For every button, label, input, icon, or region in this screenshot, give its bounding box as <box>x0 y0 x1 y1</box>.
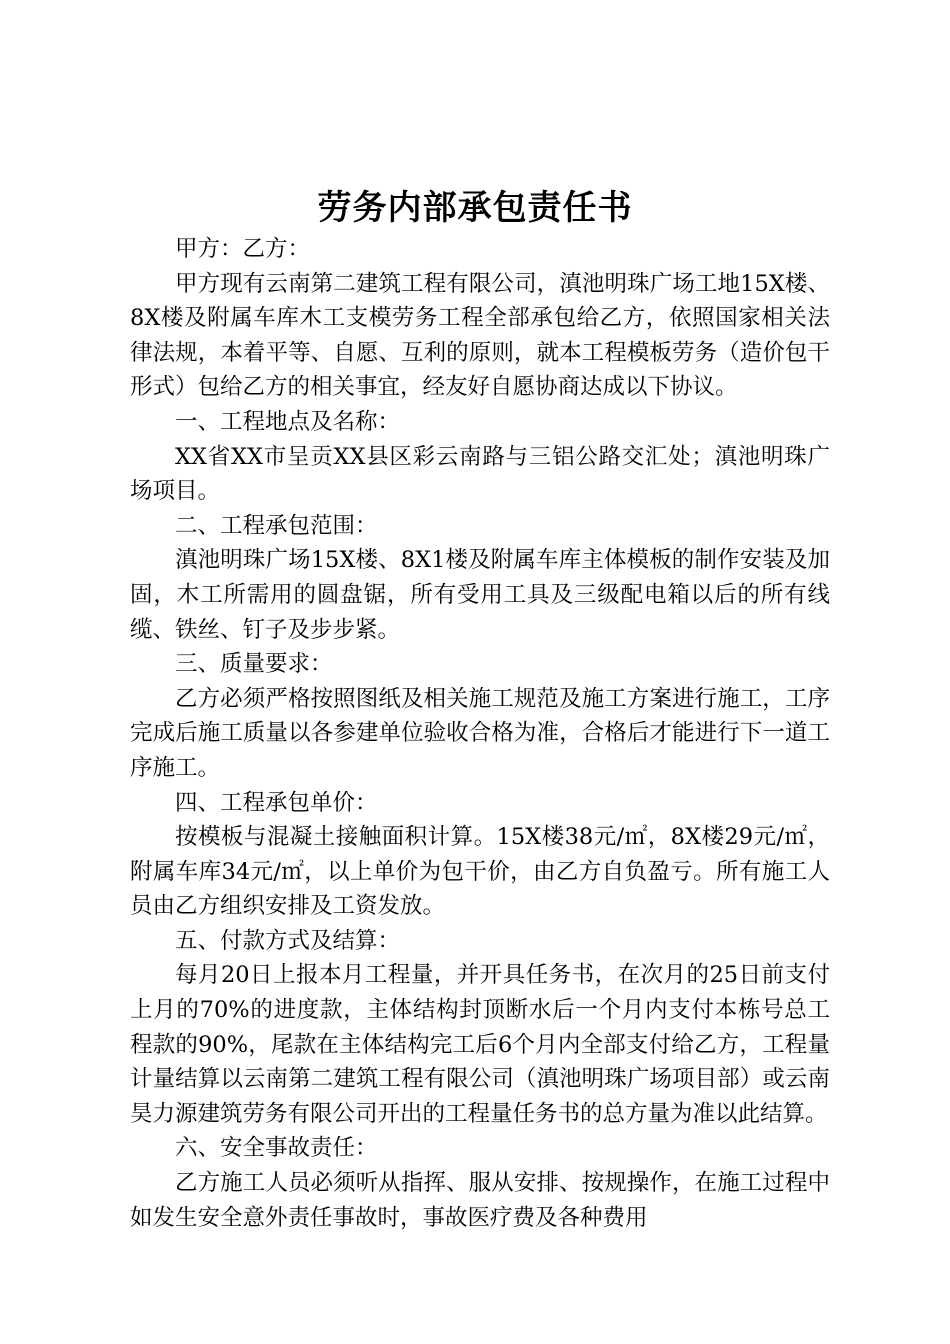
document-title: 劳务内部承包责任书 <box>317 188 633 228</box>
section-heading-payment: 五、付款方式及结算： <box>175 927 401 954</box>
party-line: 甲方：乙方： <box>175 236 311 262</box>
quality-paragraph: 乙方必须严格按照图纸及相关施工规范及施工方案进行施工，工序完成后施工质量以各参建单位验收合格为准，合格后才能进行下一道工序施工。 <box>130 685 830 781</box>
section-heading-safety: 六、安全事故责任： <box>175 1135 378 1162</box>
section-heading-scope: 二、工程承包范围： <box>175 512 378 539</box>
section-heading-unit-price: 四、工程承包单价： <box>175 789 378 816</box>
unit-price-paragraph: 按模板与混凝土接触面积计算。15X楼38元/㎡，8X楼29元/㎡，附属车库34元/㎡，以上单价为包干价，由乙方自负盈亏。所有施工人员由乙方组织安排及工资发放。 <box>130 824 830 920</box>
section-heading-location: 一、工程地点及名称： <box>175 408 401 435</box>
document-body <box>130 232 830 1235</box>
safety-paragraph: 乙方施工人员必须听从指挥、服从安排、按规操作，在施工过程中如发生安全意外责任事故时，事故医疗费及各种费用 <box>130 1170 830 1231</box>
location-paragraph: XX省XX市呈贡XX县区彩云南路与三铝公路交汇处；滇池明珠广场项目。 <box>130 443 830 505</box>
payment-paragraph: 每月20日上报本月工程量，并开具任务书，在次月的25日前支付上月的70%的进度款，主体结构封顶断水后一个月内支付本栋号总工程款的90%，尾款在主体结构完工后6个月内全部支付给乙方，工程量计量结算以云南第二建筑工程有限公司（滇池明珠广场项目部）或云南昊力源建筑劳务有限公司开出的工程量任务书的总方量为准以此结算。 <box>130 962 830 1127</box>
intro-paragraph: 甲方现有云南第二建筑工程有限公司，滇池明珠广场工地15X楼、8X楼及附属车库木工支模劳务工程全部承包给乙方，依照国家相关法律法规，本着平等、自愿、互利的原则，就本工程模板劳务（造价包干形式）包给乙方的相关事宜，经友好自愿协商达成以下协议。 <box>130 270 830 401</box>
scope-paragraph: 滇池明珠广场15X楼、8X1楼及附属车库主体模板的制作安装及加固，木工所需用的圆盘锯，所有受用工具及三级配电箱以后的所有线缆、铁丝、钉子及步步紧。 <box>130 547 830 643</box>
section-heading-quality: 三、质量要求： <box>175 651 333 678</box>
